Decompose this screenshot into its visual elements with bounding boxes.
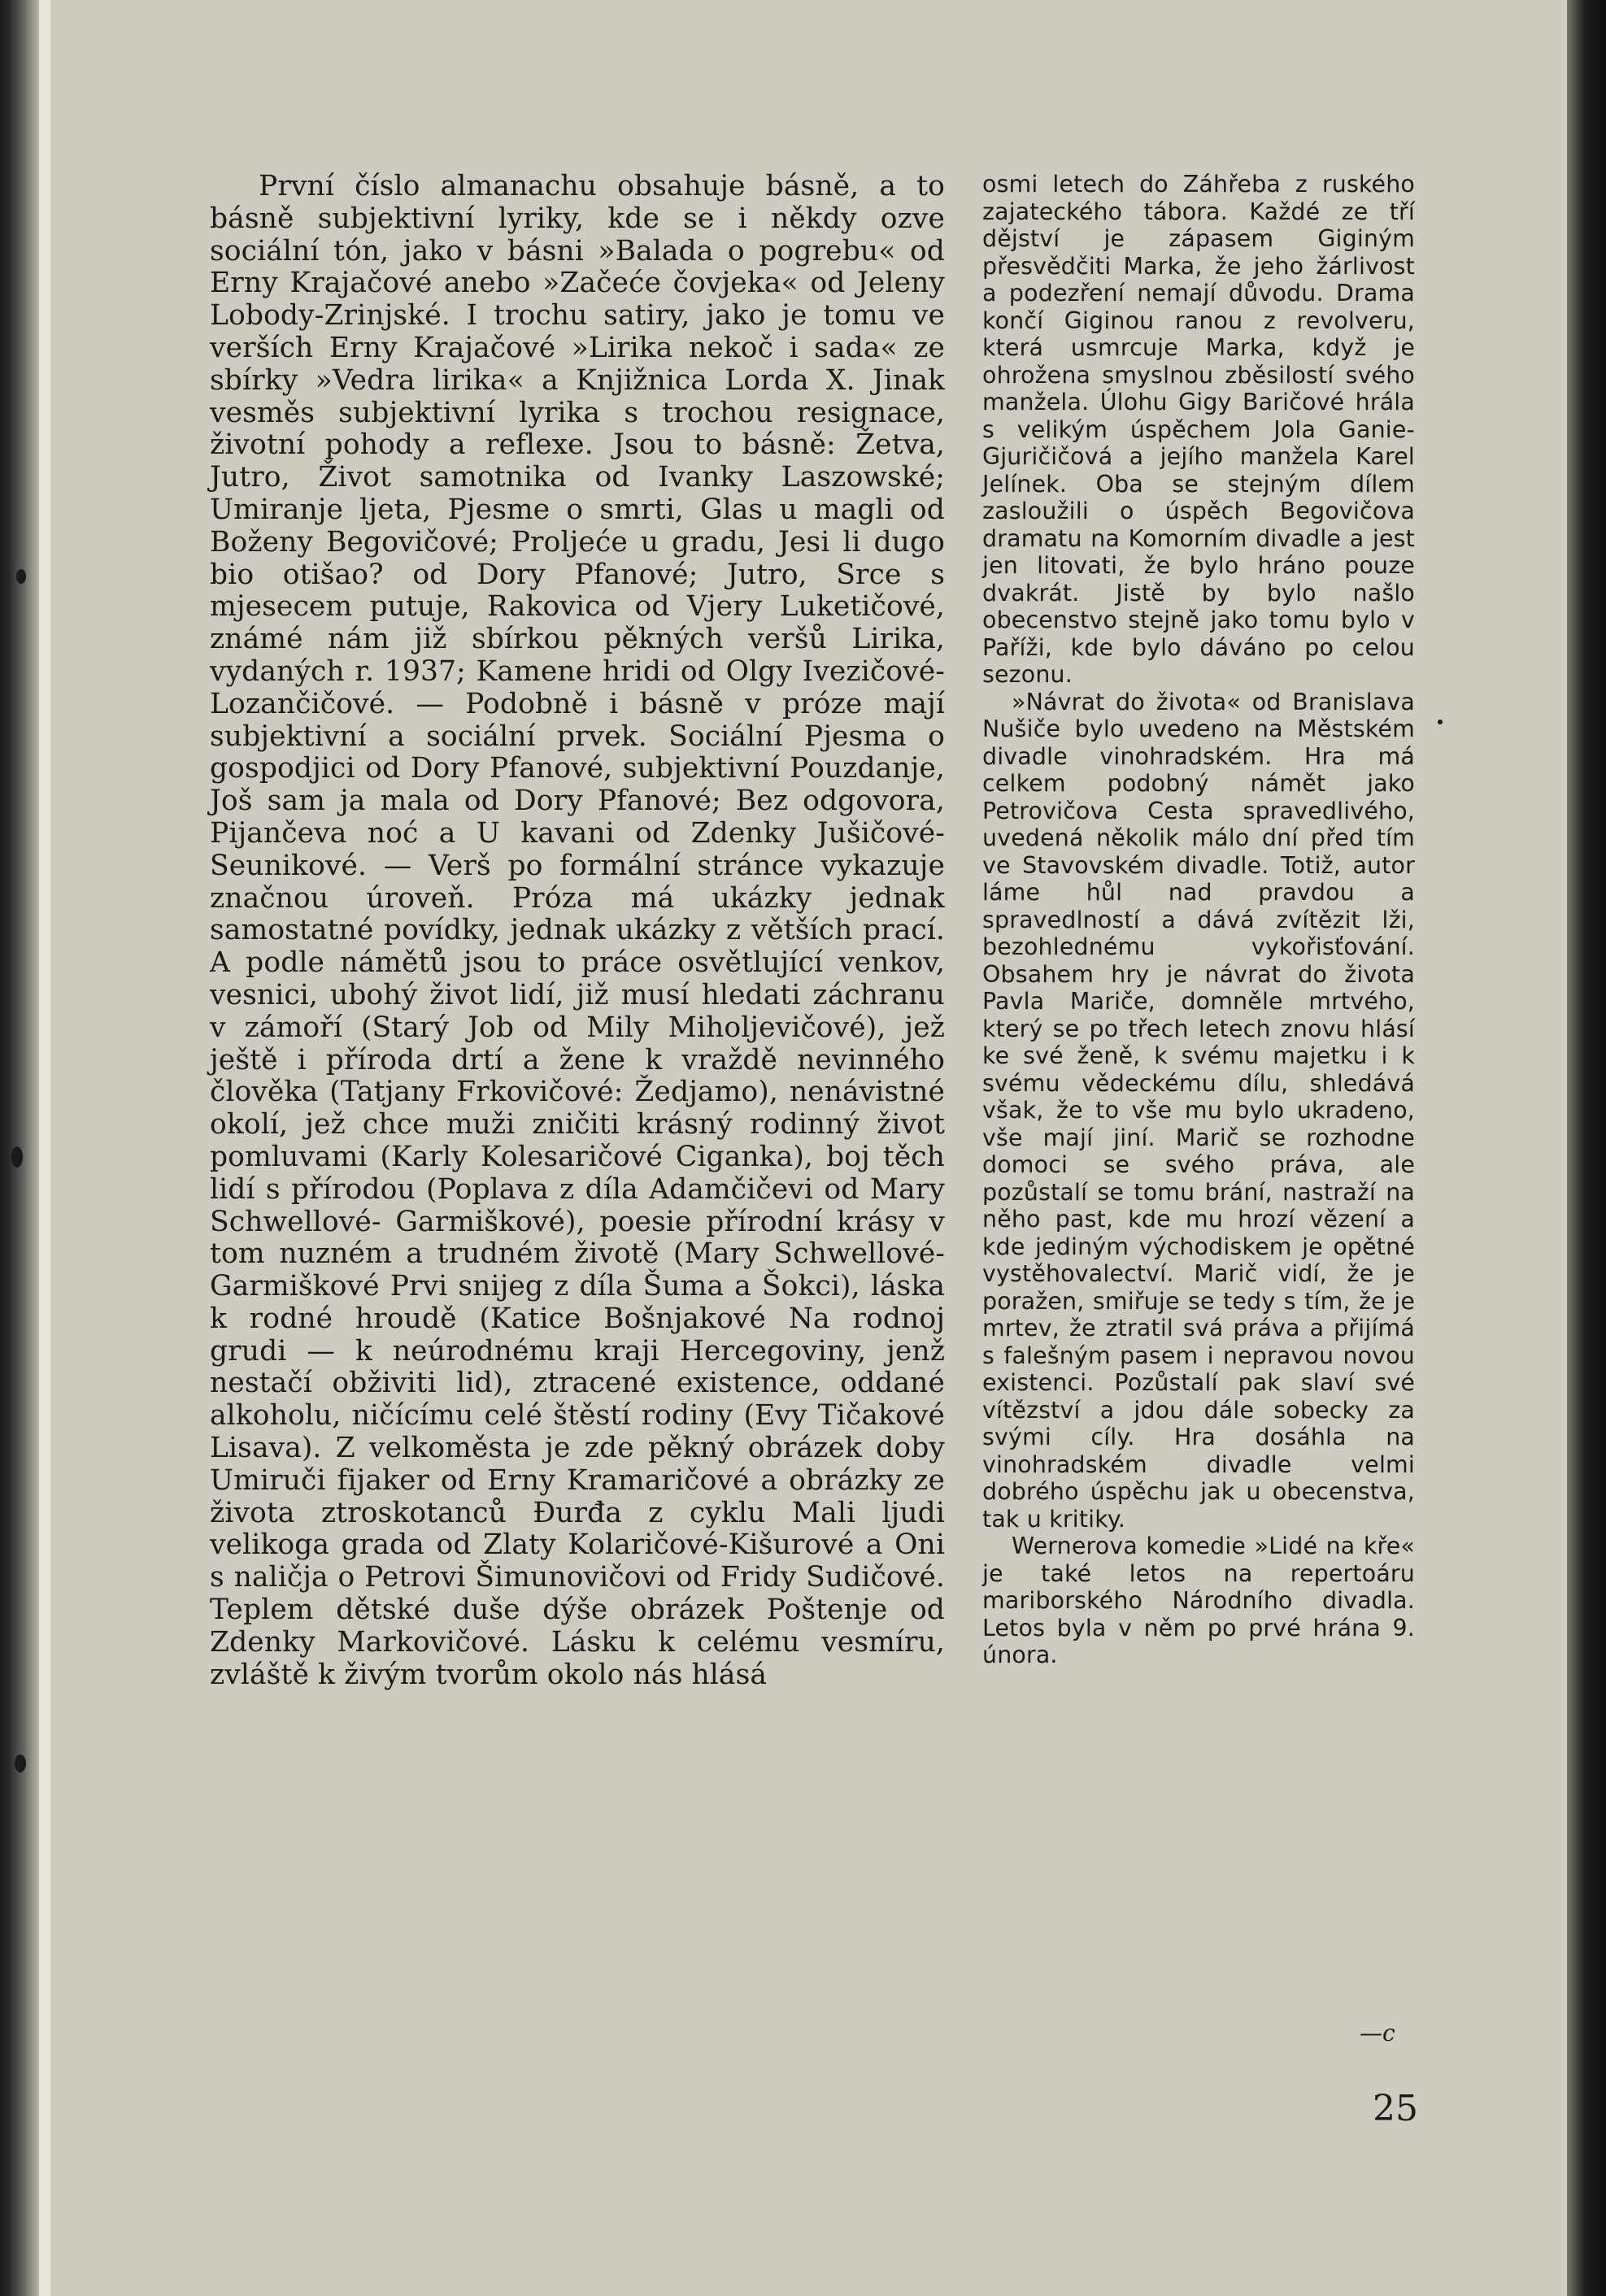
page-inner-edge [39, 0, 50, 2296]
ink-speck [11, 1146, 23, 1168]
author-signature: —c [1360, 2020, 1395, 2046]
ink-speck [15, 1755, 26, 1772]
paragraph-nusic-play: »Návrat do života« od Branislava Nušiče bylo uvedeno na Městském divadle vinohradském. Hra má celkem podobný námět jako Petrovičova Cesta spravedlivého, uvedená několik málo dní před tím ve Stavovském divadle. Totiž, autor láme hůl nad pravdou a spravedlností a dává zvítězit lži, bezohlednému vykořisťování. Obsahem hry je návrat do života Pavla Mariče, domněle mrtvého, který se po třech letech znovu hlásí ke své ženě, k svému majetku i k svému vědeckému dílu, shledává však, že to vše mu bylo ukradeno, vše mají jiní. Marič se rozhodne domoci se svého práva, ale pozůstalí se tomu brání, nastraží na něho past, kde mu hrozí vězení a kde jediným východiskem je opětné vystěhovalectví. Marič vidí, že je poražen, smiřuje se tedy s tím, že je mrtev, že ztratil svá práva a přijímá s falešným pasem i nepravou novou existenci. Pozůstalí pak slaví své vítězství a jdou dále sobecky za svými cíly. Hra dosáhla na vinohradském divadle velmi dobrého úspěchu jak u obecenstva, tak u kritiky. [982, 688, 1415, 1533]
paragraph-begovic-drama: osmi letech do Záhřeba z ruského zajateckého tábora. Každé ze tří dějství je zápasem Giginým přesvědčiti Marka, že jeho žárlivost a podezření nemají důvodu. Drama končí Giginou ranou z revolveru, která usmrcuje Marka, když je ohrožena smyslnou zběsilostí svého manžela. Úlohu Gigy Baričové hrála s velikým úspěchem Jola Ganie-Gjuričičová a jejího manžela Karel Jelínek. Oba se stejným dílem zasloužili o úspěch Begovičova dramatu na Komorním divadle a jest jen litovati, že bylo hráno pouze dvakrát. Jistě by bylo našlo obecenstvo stejně jako tomu bylo v Paříži, kde bylo dáváno po celou sezonu. [982, 171, 1415, 688]
right-text-column [982, 171, 1415, 1669]
ink-speck [16, 569, 26, 584]
page-outer-shadow [1567, 0, 1606, 2296]
left-text-column [210, 171, 945, 1691]
page-number: 25 [1373, 2088, 1418, 2129]
ink-speck [1438, 720, 1443, 724]
paragraph-werner-comedy: Wernerova komedie »Lidé na kře« je také letos na repertoáru mariborského Národního divadla. Letos byla v něm po prvé hrána 9. února. [982, 1533, 1415, 1668]
paragraph-almanac-review: První číslo almanachu obsahuje básně, a to básně subjektivní lyriky, kde se i někdy ozve sociální tón, jako v básni »Balada o pogrebu« od Erny Krajačové anebo »Začeće čovjeka« od Jeleny Lobody-Zrinjské. I trochu satiry, jako je tomu ve verších Erny Krajačové »Lirika nekoč i sada« ze sbírky »Vedra lirika« a Knjižnica Lorda X. Jinak vesměs subjektivní lyrika s trochou resignace, životní pohody a reflexe. Jsou to básně: Žetva, Jutro, Život samotnika od Ivanky Laszowské; Umiranje ljeta, Pjesme o smrti, Glas u magli od Boženy Begovičové; Proljeće u gradu, Jesi li dugo bio otišao? od Dory Pfanové; Jutro, Srce s mjesecem putuje, Rakovica od Vjery Luketičové, známé nám již sbírkou pěkných veršů Lirika, vydaných r. 1937; Kamene hridi od Olgy Ivezičové-Lozančičové. — Podobně i básně v próze mají subjektivní a sociální prvek. Sociální Pjesma o gospodjici od Dory Pfanové, subjektivní Pouzdanje, Još sam ja mala od Dory Pfanové; Bez odgovora, Pijančeva noć a U kavani od Zdenky Jušičové-Seunikové. — Verš po formální stránce vykazuje značnou úroveň. Próza má ukázky jednak samostatné povídky, jednak ukázky z větších prací. A podle námětů jsou to práce osvětlující venkov, vesnici, ubohý život lidí, již musí hledati záchranu v zámoří (Starý Job od Mily Miholjevičové), jež ještě i příroda drtí a žene k vraždě nevinného člověka (Tatjany Frkovičové: Žedjamo), nenávistné okolí, jež chce muži zničiti krásný rodinný život pomluvami (Karly Kolesaričové Ciganka), boj těch lidí s přírodou (Poplava z díla Adamčičevi od Mary Schwellové- Garmiškové), poesie přírodní krásy v tom nuzném a trudném životě (Mary Schwellové-Garmiškové Prvi snijeg z díla Šuma a Šokci), láska k rodné hroudě (Katice Bošnjakové Na rodnoj grudi — k neúrodnému kraji Hercegoviny, jenž nestačí obživiti lid), ztracené existence, oddané alkoholu, ničícímu celé štěstí rodiny (Evy Tičakové Lisava). Z velkoměsta je zde pěkný obrázek doby Umiruči fijaker od Erny Kramaričové a obrázky ze života ztroskotanců Đurđa z cyklu Mali ljudi velikoga grada od Zlaty Kolaričové-Kišurové a Oni s naličja o Petrovi Šimunovičovi od Fridy Sudičové. Teplem dětské duše dýše obrázek Poštenje od Zdenky Markovičové. Lásku k celému vesmíru, zvláště k živým tvorům okolo nás hlásá [210, 170, 945, 1691]
